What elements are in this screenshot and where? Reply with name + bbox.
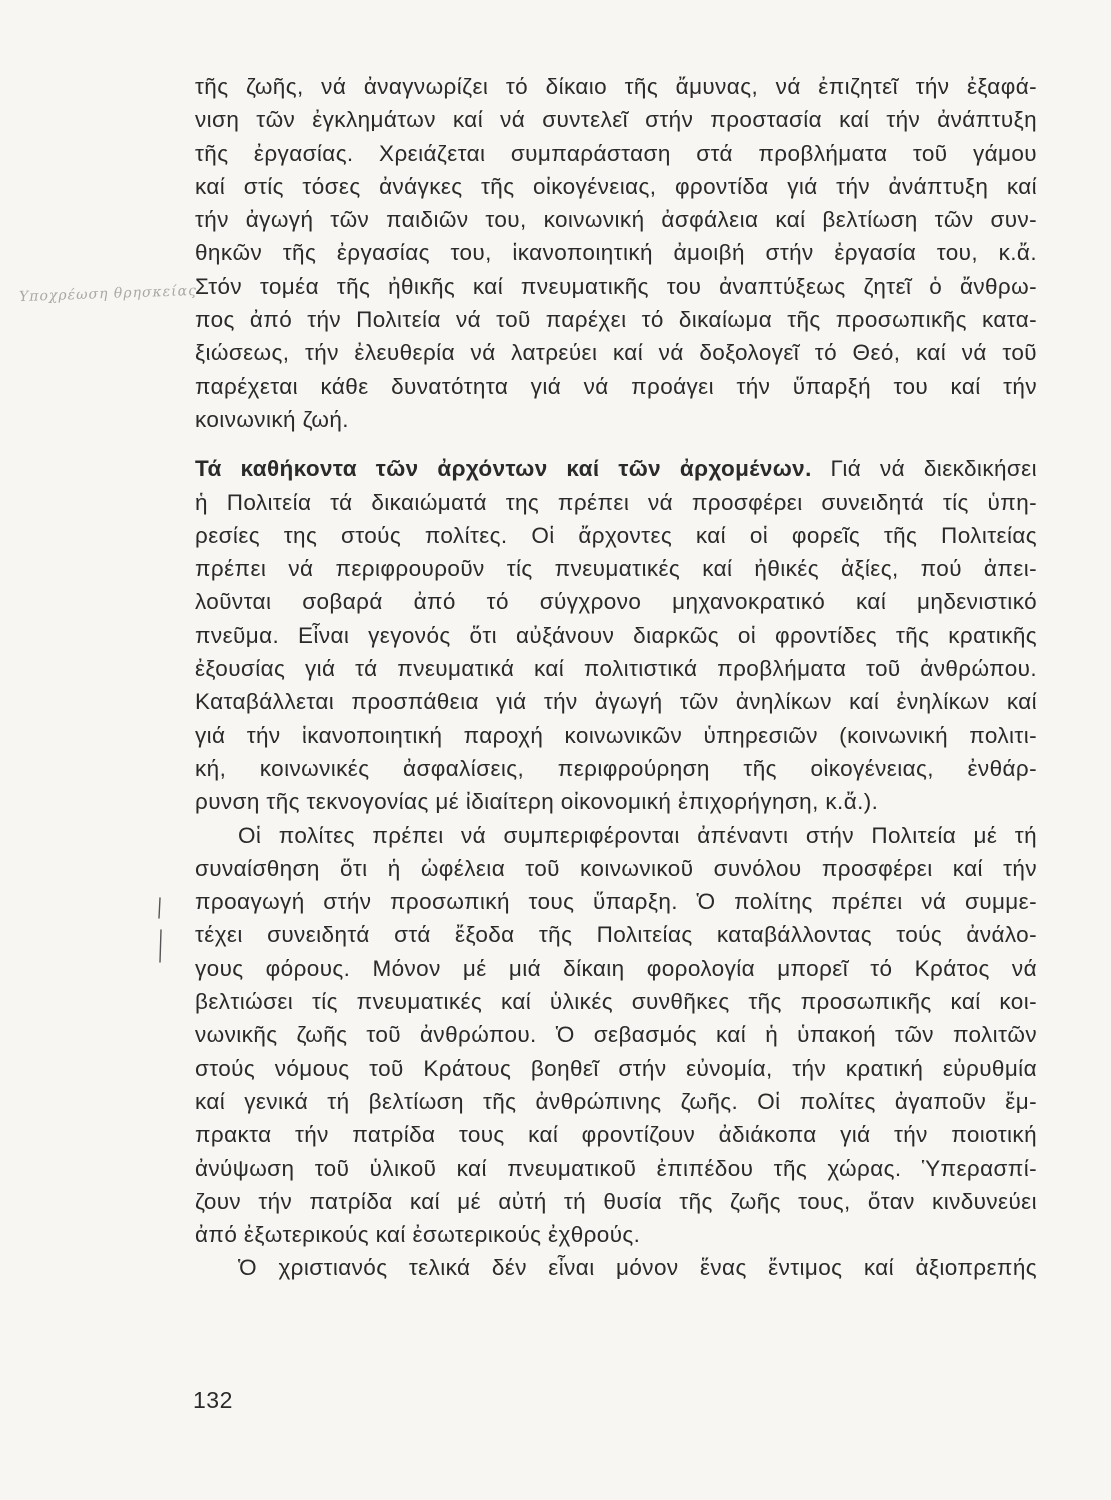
line-text: παρέχεται κάθε δυνατότητα γιά νά προάγει τήν ὕπαρξή του καί τήν [195, 373, 1037, 399]
page-number: 132 [193, 1387, 233, 1413]
text-line [195, 1185, 1037, 1218]
paragraph-gap [195, 436, 1037, 452]
text-line [195, 619, 1037, 652]
line-text: Οἱ πολίτες πρέπει νά συμπεριφέρονται ἀπέναντι στήν Πολιτεία μέ τή [238, 822, 1037, 848]
line-text: πος ἀπό τήν Πολιτεία νά τοῦ παρέχει τό δικαίωμα τῆς προσωπικῆς κατα- [195, 307, 1037, 333]
line-text: Γιά νά διεκδικήσει [811, 456, 1038, 482]
text-line [195, 1218, 1037, 1251]
text-line [195, 819, 1037, 852]
line-text: νιση τῶν ἐγκλημάτων καί νά συντελεῖ στήν προστασία καί τήν ἀνάπτυξη [195, 107, 1037, 133]
line-text: πνεῦμα. Εἶναι γεγονός ὅτι αὐξάνουν διαρκῶς οἱ φροντίδες τῆς κρατικῆς [195, 622, 1037, 648]
line-text: γιά τήν ἱκανοποιητική παροχή κοινωνικῶν ὑπηρεσιῶν (κοινωνική πολιτι- [195, 722, 1037, 748]
line-text: ξιώσεως, τήν ἐλευθερία νά λατρεύει καί νά δοξολογεῖ τό Θεό, καί νά τοῦ [195, 340, 1037, 366]
text-line [195, 852, 1037, 885]
line-text: Καταβάλλεται προσπάθεια γιά τήν ἀγωγή τῶν ἀνηλίκων καί ἐνηλίκων καί [195, 689, 1037, 715]
text-line [195, 170, 1037, 203]
text-line [195, 486, 1037, 519]
handwritten-margin-note: Υποχρέωση θρησκείας [18, 282, 198, 306]
text-line [195, 336, 1037, 369]
line-text: ρεσίες της στούς πολίτες. Οἱ ἄρχοντες καί οἱ φορεῖς τῆς Πολιτείας [195, 522, 1037, 548]
text-line [195, 103, 1037, 136]
text-line [195, 403, 1037, 436]
line-text: ἡ Πολιτεία τά δικαιώματά της πρέπει νά προσφέρει συνειδητά τίς ὑπη- [195, 489, 1037, 515]
line-text: λοῦνται σοβαρά ἀπό τό σύγχρονο μηχανοκρατικό καί μηδενιστικό [195, 589, 1037, 615]
line-text: τέχει συνειδητά στά ἔξοδα τῆς Πολιτείας καταβάλλοντας τούς ἀνάλο- [195, 922, 1037, 948]
line-text: καί στίς τόσες ἀνάγκες τῆς οἰκογένειας, φροντίδα γιά τήν ἀνάπτυξη καί [195, 173, 1037, 199]
text-line [195, 785, 1037, 818]
line-text: ἐξουσίας γιά τά πνευματικά καί πολιτιστικά προβλήματα τοῦ ἀνθρώπου. [195, 656, 1037, 682]
text-line [195, 370, 1037, 403]
line-text: πρακτα τήν πατρίδα τους καί φροντίζουν ἀδιάκοπα γιά τήν ποιοτική [195, 1122, 1037, 1148]
body-text [195, 70, 1037, 1285]
section-heading: Τά καθήκοντα τῶν ἀρχόντων καί τῶν ἀρχομένων. [195, 456, 812, 482]
text-line [195, 1018, 1037, 1051]
line-text: προαγωγή στήν προσωπική τους ὕπαρξη. Ὁ πολίτης πρέπει νά συμμε- [195, 889, 1037, 915]
text-line [195, 652, 1037, 685]
text-line [195, 685, 1037, 718]
line-text: Στόν τομέα τῆς ἠθικῆς καί πνευματικῆς του ἀναπτύξεως ζητεῖ ὁ ἄνθρω- [195, 273, 1037, 299]
text-line [195, 552, 1037, 585]
text-line [195, 203, 1037, 236]
line-text: ζουν τήν πατρίδα καί μέ αὐτή τή θυσία τῆς ζωῆς τους, ὅταν κινδυνεύει [195, 1188, 1037, 1214]
text-line [195, 752, 1037, 785]
section-heading-line [195, 452, 1037, 485]
line-text: βελτιώσει τίς πνευματικές καί ὑλικές συνθῆκες τῆς προσωπικῆς καί κοι- [195, 989, 1037, 1015]
text-line [195, 719, 1037, 752]
line-text: τήν ἀγωγή τῶν παιδιῶν του, κοινωνική ἀσφάλεια καί βελτίωση τῶν συν- [195, 207, 1037, 233]
text-line [195, 585, 1037, 618]
text-line [195, 270, 1037, 303]
text-line [195, 952, 1037, 985]
line-text: νωνικῆς ζωῆς τοῦ ἀνθρώπου. Ὁ σεβασμός καί ἡ ὑπακοή τῶν πολιτῶν [195, 1022, 1037, 1048]
text-line [195, 1085, 1037, 1118]
text-line [195, 303, 1037, 336]
text-line [195, 519, 1037, 552]
text-line [195, 70, 1037, 103]
text-line [195, 1118, 1037, 1151]
line-text: ἀπό ἐξωτερικούς καί ἐσωτερικούς ἐχθρούς. [195, 1222, 641, 1248]
line-text: τῆς ἐργασίας. Χρειάζεται συμπαράσταση στά προβλήματα τοῦ γάμου [195, 140, 1037, 166]
line-text: Ὁ χριστιανός τελικά δέν εἶναι μόνον ἕνας ἔντιμος καί ἀξιοπρεπής [238, 1255, 1037, 1281]
text-line [195, 985, 1037, 1018]
text-line [195, 1052, 1037, 1085]
line-text: ρυνση τῆς τεκνογονίας μέ ἰδιαίτερη οἰκονομική ἐπιχορήγηση, κ.ἄ.). [195, 789, 879, 815]
line-text: στούς νόμους τοῦ Κράτους βοηθεῖ στήν εὐνομία, τήν κρατική εὐρυθμία [195, 1055, 1037, 1081]
line-text: συναίσθηση ὅτι ἡ ὠφέλεια τοῦ κοινωνικοῦ συνόλου προσφέρει καί τήν [195, 855, 1037, 881]
text-line [195, 137, 1037, 170]
line-text: τῆς ζωῆς, νά ἀναγνωρίζει τό δίκαιο τῆς ἄμυνας, νά ἐπιζητεῖ τήν ἐξαφά- [195, 74, 1037, 99]
text-line [195, 236, 1037, 269]
line-text: πρέπει νά περιφρουροῦν τίς πνευματικές καί ἠθικές ἀξίες, πού ἀπει- [195, 556, 1037, 582]
text-line [195, 1152, 1037, 1185]
line-text: κή, κοινωνικές ἀσφαλίσεις, περιφρούρηση τῆς οἰκογένειας, ἐνθάρ- [195, 755, 1037, 781]
line-text: θηκῶν τῆς ἐργασίας του, ἱκανοποιητική ἀμοιβή στήν ἐργασία του, κ.ἄ. [195, 240, 1037, 266]
text-line [195, 918, 1037, 951]
line-text: γους φόρους. Μόνον μέ μιά δίκαιη φορολογία μπορεῖ τό Κράτος νά [195, 955, 1037, 981]
pen-margin-mark [153, 896, 167, 966]
line-text: κοινωνική ζωή. [195, 406, 349, 432]
line-text: ἀνύψωση τοῦ ὑλικοῦ καί πνευματικοῦ ἐπιπέδου τῆς χώρας. Ὑπερασπί- [195, 1155, 1037, 1181]
text-line [195, 885, 1037, 918]
text-line [195, 1251, 1037, 1284]
line-text: καί γενικά τή βελτίωση τῆς ἀνθρώπινης ζωῆς. Οἱ πολίτες ἀγαποῦν ἔμ- [195, 1088, 1037, 1114]
